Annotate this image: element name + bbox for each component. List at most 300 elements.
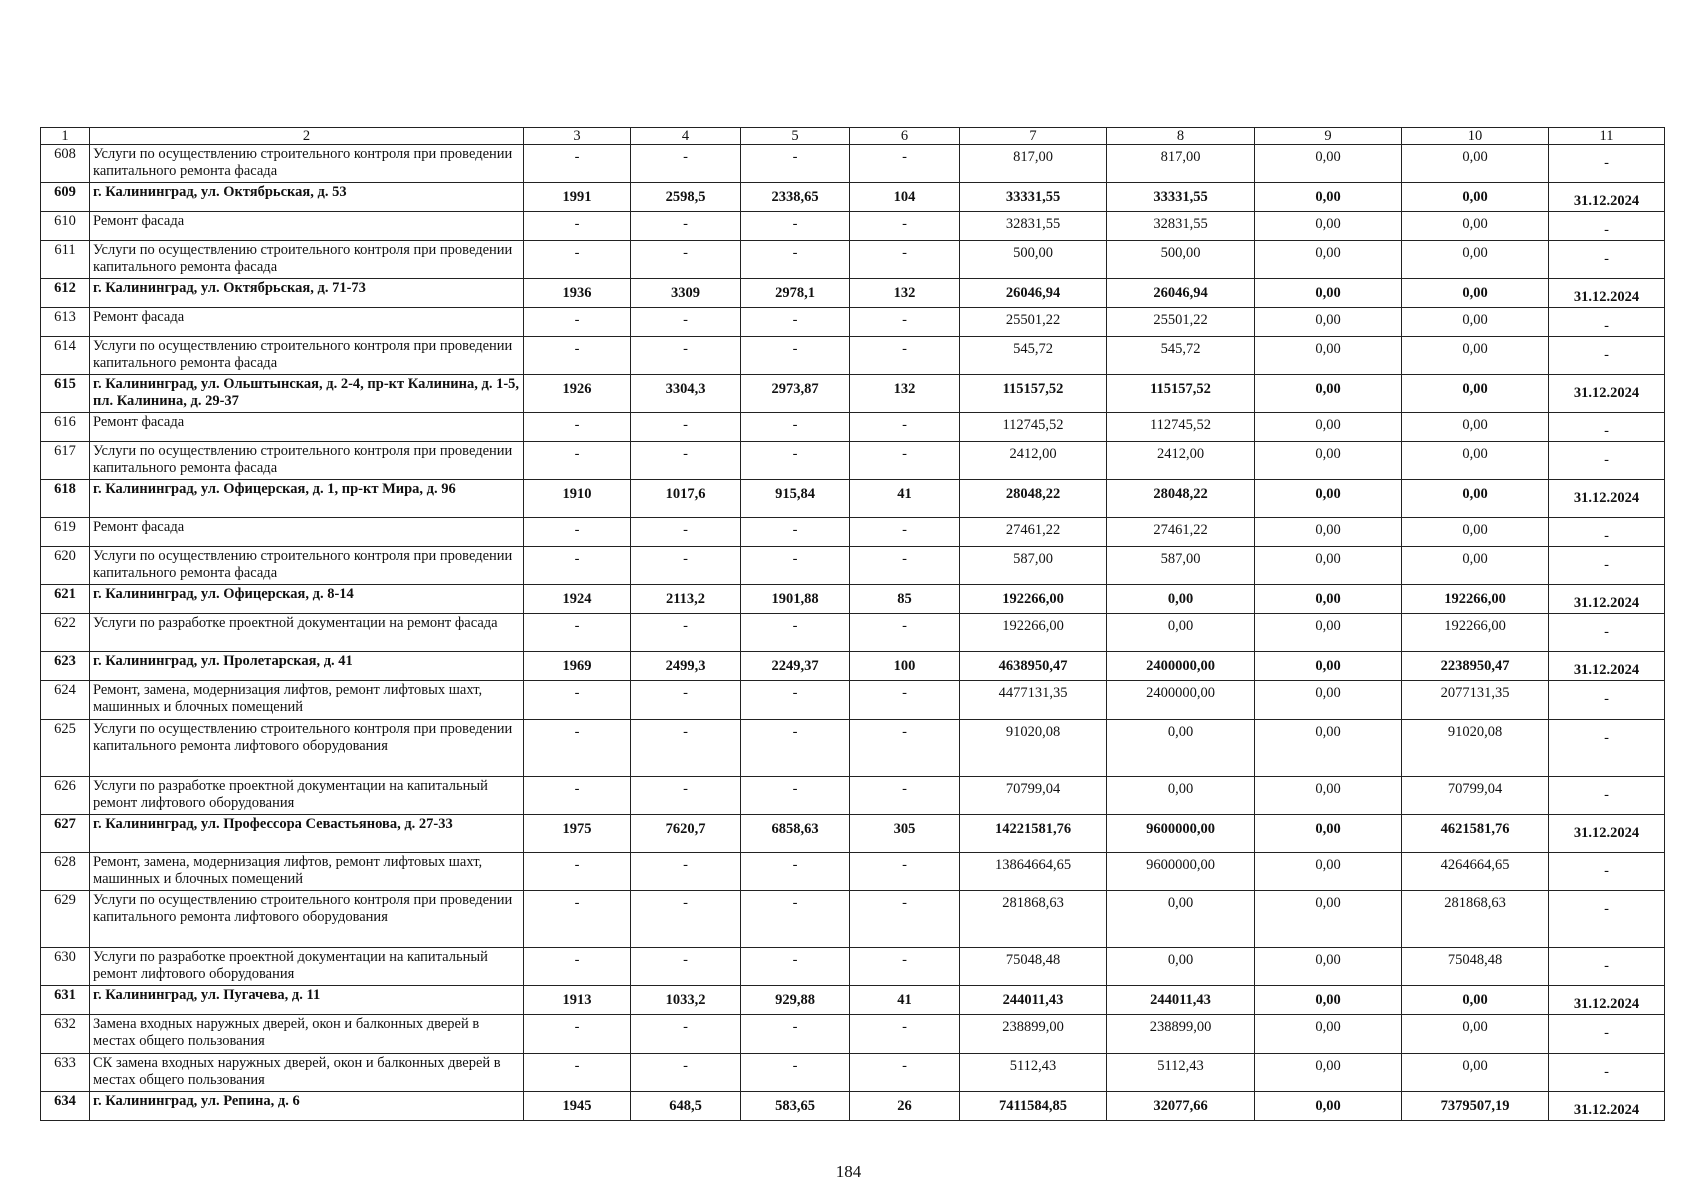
name-cell: Услуги по осуществлению строительного контроля при проведении капитального ремонта фасада [90, 145, 524, 183]
row-number-cell: 618 [41, 480, 90, 518]
year-cell: 1910 [524, 480, 631, 518]
row-number-cell: 611 [41, 241, 90, 279]
row-number-cell: 629 [41, 891, 90, 948]
living-area-cell: - [741, 337, 850, 375]
year-cell: - [524, 442, 631, 480]
name-cell: г. Калининград, ул. Офицерская, д. 1, пр-кт Мира, д. 96 [90, 480, 524, 518]
living-area-cell: - [741, 891, 850, 948]
budget-cost-cell: 0,00 [1255, 777, 1402, 815]
budget-cost-cell: 0,00 [1255, 1054, 1402, 1092]
budget-cost-cell: 0,00 [1255, 442, 1402, 480]
deadline-cell: - [1549, 518, 1665, 547]
year-cell: - [524, 212, 631, 241]
year-cell: 1926 [524, 375, 631, 413]
living-area-cell: - [741, 413, 850, 442]
residents-cell: - [850, 442, 960, 480]
total-cost-cell: 7411584,85 [960, 1092, 1107, 1121]
owners-cost-cell: 0,00 [1402, 1054, 1549, 1092]
name-cell: Услуги по осуществлению строительного контроля при проведении капитального ремонта фасада [90, 337, 524, 375]
total-cost-cell: 27461,22 [960, 518, 1107, 547]
fund-cost-cell: 0,00 [1107, 777, 1255, 815]
total-area-cell: - [631, 145, 741, 183]
year-cell: 1991 [524, 183, 631, 212]
budget-cost-cell: 0,00 [1255, 681, 1402, 720]
row-number-cell: 613 [41, 308, 90, 337]
table-row [41, 652, 1665, 681]
total-area-cell: 1017,6 [631, 480, 741, 518]
year-cell: - [524, 1015, 631, 1054]
fund-cost-cell: 28048,22 [1107, 480, 1255, 518]
total-area-cell: - [631, 1054, 741, 1092]
year-cell: 1975 [524, 815, 631, 853]
column-header: 9 [1255, 128, 1402, 145]
year-cell: 1913 [524, 986, 631, 1015]
owners-cost-cell: 4264664,65 [1402, 853, 1549, 891]
owners-cost-cell: 4621581,76 [1402, 815, 1549, 853]
name-cell: Услуги по разработке проектной документации на ремонт фасада [90, 614, 524, 652]
budget-cost-cell: 0,00 [1255, 480, 1402, 518]
budget-cost-cell: 0,00 [1255, 720, 1402, 777]
budget-cost-cell: 0,00 [1255, 308, 1402, 337]
owners-cost-cell: 0,00 [1402, 986, 1549, 1015]
total-cost-cell: 817,00 [960, 145, 1107, 183]
column-header: 3 [524, 128, 631, 145]
total-area-cell: 2113,2 [631, 585, 741, 614]
fund-cost-cell: 0,00 [1107, 948, 1255, 986]
total-cost-cell: 115157,52 [960, 375, 1107, 413]
total-area-cell: - [631, 853, 741, 891]
residents-cell: - [850, 145, 960, 183]
total-cost-cell: 13864664,65 [960, 853, 1107, 891]
budget-cost-cell: 0,00 [1255, 986, 1402, 1015]
total-cost-cell: 238899,00 [960, 1015, 1107, 1054]
row-number-cell: 623 [41, 652, 90, 681]
total-area-cell: - [631, 337, 741, 375]
deadline-cell: 31.12.2024 [1549, 375, 1665, 413]
living-area-cell: - [741, 853, 850, 891]
owners-cost-cell: 192266,00 [1402, 614, 1549, 652]
name-cell: Ремонт фасада [90, 308, 524, 337]
name-cell: Ремонт, замена, модернизация лифтов, ремонт лифтовых шахт, машинных и блочных помещений [90, 681, 524, 720]
name-cell: г. Калининград, ул. Октябрьская, д. 71-73 [90, 279, 524, 308]
row-number-cell: 608 [41, 145, 90, 183]
row-number-cell: 617 [41, 442, 90, 480]
page-number: 184 [835, 1162, 862, 1181]
row-number-cell: 632 [41, 1015, 90, 1054]
total-area-cell: - [631, 212, 741, 241]
budget-cost-cell: 0,00 [1255, 375, 1402, 413]
living-area-cell: 583,65 [741, 1092, 850, 1121]
owners-cost-cell: 0,00 [1402, 337, 1549, 375]
column-header: 11 [1549, 128, 1665, 145]
data-table [40, 127, 1665, 1121]
name-cell: СК замена входных наружных дверей, окон и балконных дверей в местах общего пользования [90, 1054, 524, 1092]
fund-cost-cell: 115157,52 [1107, 375, 1255, 413]
deadline-cell: 31.12.2024 [1549, 183, 1665, 212]
total-area-cell: - [631, 518, 741, 547]
fund-cost-cell: 2412,00 [1107, 442, 1255, 480]
deadline-cell: 31.12.2024 [1549, 815, 1665, 853]
budget-cost-cell: 0,00 [1255, 652, 1402, 681]
name-cell: Услуги по осуществлению строительного контроля при проведении капитального ремонта фасада [90, 442, 524, 480]
total-cost-cell: 2412,00 [960, 442, 1107, 480]
table-row [41, 337, 1665, 375]
table-row [41, 442, 1665, 480]
table-row [41, 1054, 1665, 1092]
table-row [41, 375, 1665, 413]
total-cost-cell: 91020,08 [960, 720, 1107, 777]
residents-cell: 85 [850, 585, 960, 614]
total-cost-cell: 545,72 [960, 337, 1107, 375]
owners-cost-cell: 0,00 [1402, 413, 1549, 442]
table-row [41, 480, 1665, 518]
fund-cost-cell: 587,00 [1107, 547, 1255, 585]
fund-cost-cell: 0,00 [1107, 720, 1255, 777]
year-cell: - [524, 720, 631, 777]
budget-cost-cell: 0,00 [1255, 891, 1402, 948]
row-number-cell: 614 [41, 337, 90, 375]
living-area-cell: - [741, 212, 850, 241]
year-cell: - [524, 547, 631, 585]
deadline-cell: 31.12.2024 [1549, 279, 1665, 308]
fund-cost-cell: 817,00 [1107, 145, 1255, 183]
name-cell: Ремонт, замена, модернизация лифтов, ремонт лифтовых шахт, машинных и блочных помещений [90, 853, 524, 891]
deadline-cell: - [1549, 948, 1665, 986]
fund-cost-cell: 25501,22 [1107, 308, 1255, 337]
residents-cell: - [850, 614, 960, 652]
residents-cell: - [850, 720, 960, 777]
deadline-cell: - [1549, 853, 1665, 891]
total-area-cell: - [631, 891, 741, 948]
living-area-cell: - [741, 720, 850, 777]
residents-cell: - [850, 948, 960, 986]
deadline-cell: - [1549, 241, 1665, 279]
year-cell: 1924 [524, 585, 631, 614]
total-area-cell: 2598,5 [631, 183, 741, 212]
row-number-cell: 634 [41, 1092, 90, 1121]
name-cell: г. Калининград, ул. Профессора Севастьянова, д. 27-33 [90, 815, 524, 853]
total-area-cell: 2499,3 [631, 652, 741, 681]
fund-cost-cell: 32831,55 [1107, 212, 1255, 241]
living-area-cell: 2249,37 [741, 652, 850, 681]
year-cell: - [524, 241, 631, 279]
living-area-cell: 929,88 [741, 986, 850, 1015]
table-row [41, 279, 1665, 308]
name-cell: г. Калининград, ул. Репина, д. 6 [90, 1092, 524, 1121]
total-cost-cell: 587,00 [960, 547, 1107, 585]
row-number-cell: 630 [41, 948, 90, 986]
total-area-cell: - [631, 777, 741, 815]
residents-cell: 132 [850, 375, 960, 413]
deadline-cell: - [1549, 145, 1665, 183]
residents-cell: 100 [850, 652, 960, 681]
residents-cell: - [850, 891, 960, 948]
budget-cost-cell: 0,00 [1255, 815, 1402, 853]
budget-cost-cell: 0,00 [1255, 948, 1402, 986]
residents-cell: - [850, 681, 960, 720]
table-row [41, 547, 1665, 585]
table-row [41, 681, 1665, 720]
column-header: 10 [1402, 128, 1549, 145]
year-cell: - [524, 337, 631, 375]
name-cell: Услуги по осуществлению строительного контроля при проведении капитального ремонта лифтового оборудования [90, 720, 524, 777]
owners-cost-cell: 0,00 [1402, 1015, 1549, 1054]
deadline-cell: - [1549, 442, 1665, 480]
deadline-cell: - [1549, 308, 1665, 337]
table-row [41, 948, 1665, 986]
total-cost-cell: 25501,22 [960, 308, 1107, 337]
deadline-cell: - [1549, 212, 1665, 241]
row-number-cell: 631 [41, 986, 90, 1015]
row-number-cell: 615 [41, 375, 90, 413]
table-row [41, 518, 1665, 547]
total-area-cell: - [631, 614, 741, 652]
total-cost-cell: 26046,94 [960, 279, 1107, 308]
row-number-cell: 633 [41, 1054, 90, 1092]
owners-cost-cell: 0,00 [1402, 375, 1549, 413]
row-number-cell: 610 [41, 212, 90, 241]
total-area-cell: - [631, 948, 741, 986]
residents-cell: - [850, 308, 960, 337]
row-number-cell: 620 [41, 547, 90, 585]
budget-cost-cell: 0,00 [1255, 1092, 1402, 1121]
living-area-cell: 2973,87 [741, 375, 850, 413]
deadline-cell: 31.12.2024 [1549, 585, 1665, 614]
residents-cell: - [850, 547, 960, 585]
year-cell: - [524, 1054, 631, 1092]
table-row [41, 585, 1665, 614]
living-area-cell: - [741, 547, 850, 585]
owners-cost-cell: 75048,48 [1402, 948, 1549, 986]
deadline-cell: 31.12.2024 [1549, 986, 1665, 1015]
living-area-cell: 2338,65 [741, 183, 850, 212]
fund-cost-cell: 32077,66 [1107, 1092, 1255, 1121]
fund-cost-cell: 26046,94 [1107, 279, 1255, 308]
deadline-cell: - [1549, 547, 1665, 585]
budget-cost-cell: 0,00 [1255, 585, 1402, 614]
living-area-cell: - [741, 1054, 850, 1092]
column-header: 2 [90, 128, 524, 145]
residents-cell: 41 [850, 986, 960, 1015]
residents-cell: 104 [850, 183, 960, 212]
name-cell: Услуги по осуществлению строительного контроля при проведении капитального ремонта лифтового оборудования [90, 891, 524, 948]
living-area-cell: - [741, 145, 850, 183]
name-cell: Услуги по разработке проектной документации на капитальный ремонт лифтового оборудования [90, 948, 524, 986]
fund-cost-cell: 545,72 [1107, 337, 1255, 375]
column-header: 1 [41, 128, 90, 145]
total-cost-cell: 4477131,35 [960, 681, 1107, 720]
table-row [41, 720, 1665, 777]
deadline-cell: - [1549, 1015, 1665, 1054]
fund-cost-cell: 9600000,00 [1107, 853, 1255, 891]
total-cost-cell: 4638950,47 [960, 652, 1107, 681]
row-number-cell: 612 [41, 279, 90, 308]
name-cell: г. Калининград, ул. Пролетарская, д. 41 [90, 652, 524, 681]
total-area-cell: 7620,7 [631, 815, 741, 853]
table-row [41, 241, 1665, 279]
residents-cell: 41 [850, 480, 960, 518]
budget-cost-cell: 0,00 [1255, 337, 1402, 375]
table-row [41, 308, 1665, 337]
total-cost-cell: 5112,43 [960, 1054, 1107, 1092]
row-number-cell: 616 [41, 413, 90, 442]
name-cell: Ремонт фасада [90, 518, 524, 547]
total-cost-cell: 281868,63 [960, 891, 1107, 948]
table-row [41, 413, 1665, 442]
year-cell: - [524, 681, 631, 720]
budget-cost-cell: 0,00 [1255, 145, 1402, 183]
owners-cost-cell: 2077131,35 [1402, 681, 1549, 720]
total-area-cell: - [631, 308, 741, 337]
table-row [41, 614, 1665, 652]
deadline-cell: - [1549, 1054, 1665, 1092]
table-row [41, 777, 1665, 815]
row-number-cell: 619 [41, 518, 90, 547]
deadline-cell: - [1549, 337, 1665, 375]
row-number-cell: 628 [41, 853, 90, 891]
year-cell: - [524, 614, 631, 652]
name-cell: г. Калининград, ул. Пугачева, д. 11 [90, 986, 524, 1015]
name-cell: Услуги по разработке проектной документации на капитальный ремонт лифтового оборудования [90, 777, 524, 815]
living-area-cell: - [741, 518, 850, 547]
table-row [41, 815, 1665, 853]
table-row [41, 853, 1665, 891]
total-area-cell: - [631, 1015, 741, 1054]
column-header: 6 [850, 128, 960, 145]
owners-cost-cell: 0,00 [1402, 442, 1549, 480]
total-area-cell: - [631, 547, 741, 585]
living-area-cell: - [741, 1015, 850, 1054]
total-cost-cell: 28048,22 [960, 480, 1107, 518]
owners-cost-cell: 0,00 [1402, 183, 1549, 212]
table-row [41, 1092, 1665, 1121]
total-area-cell: - [631, 241, 741, 279]
total-area-cell: 3304,3 [631, 375, 741, 413]
table-row [41, 986, 1665, 1015]
owners-cost-cell: 91020,08 [1402, 720, 1549, 777]
name-cell: Услуги по осуществлению строительного контроля при проведении капитального ремонта фасада [90, 241, 524, 279]
year-cell: 1969 [524, 652, 631, 681]
deadline-cell: - [1549, 891, 1665, 948]
total-area-cell: 648,5 [631, 1092, 741, 1121]
deadline-cell: 31.12.2024 [1549, 652, 1665, 681]
total-cost-cell: 14221581,76 [960, 815, 1107, 853]
total-cost-cell: 33331,55 [960, 183, 1107, 212]
year-cell: - [524, 891, 631, 948]
name-cell: Ремонт фасада [90, 413, 524, 442]
living-area-cell: - [741, 681, 850, 720]
total-area-cell: 1033,2 [631, 986, 741, 1015]
fund-cost-cell: 2400000,00 [1107, 681, 1255, 720]
owners-cost-cell: 70799,04 [1402, 777, 1549, 815]
name-cell: Услуги по осуществлению строительного контроля при проведении капитального ремонта фасада [90, 547, 524, 585]
fund-cost-cell: 2400000,00 [1107, 652, 1255, 681]
budget-cost-cell: 0,00 [1255, 614, 1402, 652]
name-cell: Замена входных наружных дверей, окон и балконных дверей в местах общего пользования [90, 1015, 524, 1054]
residents-cell: - [850, 1054, 960, 1092]
living-area-cell: - [741, 777, 850, 815]
budget-cost-cell: 0,00 [1255, 241, 1402, 279]
budget-cost-cell: 0,00 [1255, 183, 1402, 212]
total-area-cell: - [631, 720, 741, 777]
row-number-cell: 626 [41, 777, 90, 815]
row-number-cell: 625 [41, 720, 90, 777]
table-row [41, 891, 1665, 948]
deadline-cell: - [1549, 413, 1665, 442]
year-cell: - [524, 948, 631, 986]
year-cell: - [524, 777, 631, 815]
living-area-cell: - [741, 241, 850, 279]
year-cell: - [524, 518, 631, 547]
total-cost-cell: 32831,55 [960, 212, 1107, 241]
living-area-cell: 915,84 [741, 480, 850, 518]
owners-cost-cell: 0,00 [1402, 145, 1549, 183]
owners-cost-cell: 0,00 [1402, 518, 1549, 547]
budget-cost-cell: 0,00 [1255, 279, 1402, 308]
fund-cost-cell: 27461,22 [1107, 518, 1255, 547]
deadline-cell: 31.12.2024 [1549, 480, 1665, 518]
budget-cost-cell: 0,00 [1255, 1015, 1402, 1054]
owners-cost-cell: 0,00 [1402, 212, 1549, 241]
budget-cost-cell: 0,00 [1255, 547, 1402, 585]
total-cost-cell: 112745,52 [960, 413, 1107, 442]
deadline-cell: - [1549, 720, 1665, 777]
deadline-cell: - [1549, 681, 1665, 720]
owners-cost-cell: 0,00 [1402, 308, 1549, 337]
fund-cost-cell: 9600000,00 [1107, 815, 1255, 853]
residents-cell: - [850, 337, 960, 375]
total-cost-cell: 75048,48 [960, 948, 1107, 986]
living-area-cell: 2978,1 [741, 279, 850, 308]
name-cell: г. Калининград, ул. Офицерская, д. 8-14 [90, 585, 524, 614]
table-row [41, 183, 1665, 212]
name-cell: Ремонт фасада [90, 212, 524, 241]
name-cell: г. Калининград, ул. Октябрьская, д. 53 [90, 183, 524, 212]
column-header: 8 [1107, 128, 1255, 145]
residents-cell: - [850, 777, 960, 815]
residents-cell: - [850, 212, 960, 241]
residents-cell: - [850, 1015, 960, 1054]
year-cell: 1945 [524, 1092, 631, 1121]
owners-cost-cell: 2238950,47 [1402, 652, 1549, 681]
owners-cost-cell: 281868,63 [1402, 891, 1549, 948]
row-number-cell: 622 [41, 614, 90, 652]
total-cost-cell: 192266,00 [960, 585, 1107, 614]
owners-cost-cell: 0,00 [1402, 547, 1549, 585]
year-cell: - [524, 308, 631, 337]
table-header-row [41, 128, 1665, 145]
fund-cost-cell: 112745,52 [1107, 413, 1255, 442]
living-area-cell: - [741, 614, 850, 652]
owners-cost-cell: 7379507,19 [1402, 1092, 1549, 1121]
fund-cost-cell: 238899,00 [1107, 1015, 1255, 1054]
table-row [41, 145, 1665, 183]
row-number-cell: 609 [41, 183, 90, 212]
residents-cell: - [850, 413, 960, 442]
living-area-cell: - [741, 442, 850, 480]
column-header: 7 [960, 128, 1107, 145]
budget-cost-cell: 0,00 [1255, 518, 1402, 547]
total-area-cell: - [631, 681, 741, 720]
budget-cost-cell: 0,00 [1255, 853, 1402, 891]
living-area-cell: 6858,63 [741, 815, 850, 853]
deadline-cell: - [1549, 614, 1665, 652]
name-cell: г. Калининград, ул. Ольштынская, д. 2-4, пр-кт Калинина, д. 1-5, пл. Калинина, д. 29-37 [90, 375, 524, 413]
owners-cost-cell: 0,00 [1402, 480, 1549, 518]
year-cell: - [524, 145, 631, 183]
total-area-cell: - [631, 413, 741, 442]
fund-cost-cell: 244011,43 [1107, 986, 1255, 1015]
